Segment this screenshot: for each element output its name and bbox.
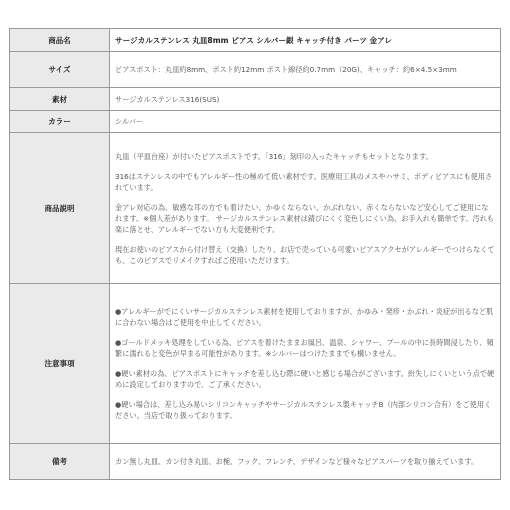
product-spec-sheet <box>9 28 501 480</box>
product-spec-table <box>9 28 501 480</box>
label-notes: 注意事項 <box>10 284 110 444</box>
row-color <box>10 111 501 133</box>
description-paragraph: 金アレ対応の為、敏感な耳の方でも着けたい、かゆくならない、かぶれない、赤くならないなど安心してご使用になれます。※個人差があります。 サージカルステンレス素材は錆びにくく変色しにくい為、お手入れも簡単です。汚れも楽に落とせ、アレルギーでない方も大変便利です。 <box>115 202 495 234</box>
value-notes <box>110 284 501 444</box>
row-size <box>10 52 501 88</box>
label-description: 商品説明 <box>10 133 110 284</box>
value-size: ピアスポスト：丸皿約8mm、ポスト約12mm ポスト線径約0.7mm（20G)、キャッチ：約6×4.5×3mm <box>110 52 501 88</box>
label-color: カラー <box>10 111 110 133</box>
notes-paragraph: ●ゴールドメッキ処理をしている為、ピアスを着けたままお風呂、温泉、シャワー、プールの中に長時間浸したり、頻繁に濡れると変色が早まる可能性があります。※シルバーはつけたままでも構いません。 <box>115 338 494 358</box>
label-remarks: 備考 <box>10 444 110 480</box>
row-remarks <box>10 444 501 480</box>
value-description <box>110 133 501 284</box>
description-paragraph: 丸皿（平皿台座）が付いたピアスポストです。「316」刻印の入ったキャッチもセットとなります。 <box>115 151 433 161</box>
row-product-name <box>10 29 501 52</box>
label-product-name: 商品名 <box>10 29 110 52</box>
notes-paragraph: ●アレルギーがでにくいサージカルステンレス素材を使用しておりますが、かゆみ・発疹・かぶれ・炎症が出るなど肌に合わない場合はご使用を中止してください。 <box>115 307 494 327</box>
value-color: シルバー <box>110 111 501 133</box>
notes-paragraph: ●硬い場合は、差し込み易いシリコンキャッチやサージカルステンレス製キャッチB（内部シリコン合有）をご使用ください。当店で取り扱っております。 <box>115 400 492 420</box>
row-description <box>10 133 501 284</box>
row-material <box>10 88 501 111</box>
label-material: 素材 <box>10 88 110 111</box>
value-remarks: カン無し丸皿、カン付き丸皿、お椀、フック、フレンチ、デザインなど様々なピアスパーツを取り揃えています。 <box>110 444 501 480</box>
label-size: サイズ <box>10 52 110 88</box>
value-product-name: サージカルステンレス 丸皿8mm ピアス シルバー銀 キャッチ付き パーツ 金アレ <box>110 29 501 52</box>
description-paragraph: 現在お使いのピアスから付け替え（交換）したり、お店で売っている可愛いピアスアクセがアレルギーでつけらなくても、このピアスでリメイクすればご使用いただけます。 <box>115 244 495 265</box>
notes-paragraph: ●硬い素材の為、ピアスポストにキャッチを差し込む際に硬いと感じる場合がございます。紛失しにくいという点で硬めに設定しておりますので、ご了承ください。 <box>115 369 495 389</box>
value-material: サージカルステンレス316(SUS) <box>110 88 501 111</box>
row-notes <box>10 284 501 444</box>
description-paragraph: 316はステンレスの中でもアレルギー性の極めて低い素材です。医療用工具のメスやハサミ、ボディピアスにも使用されています。 <box>115 171 493 192</box>
